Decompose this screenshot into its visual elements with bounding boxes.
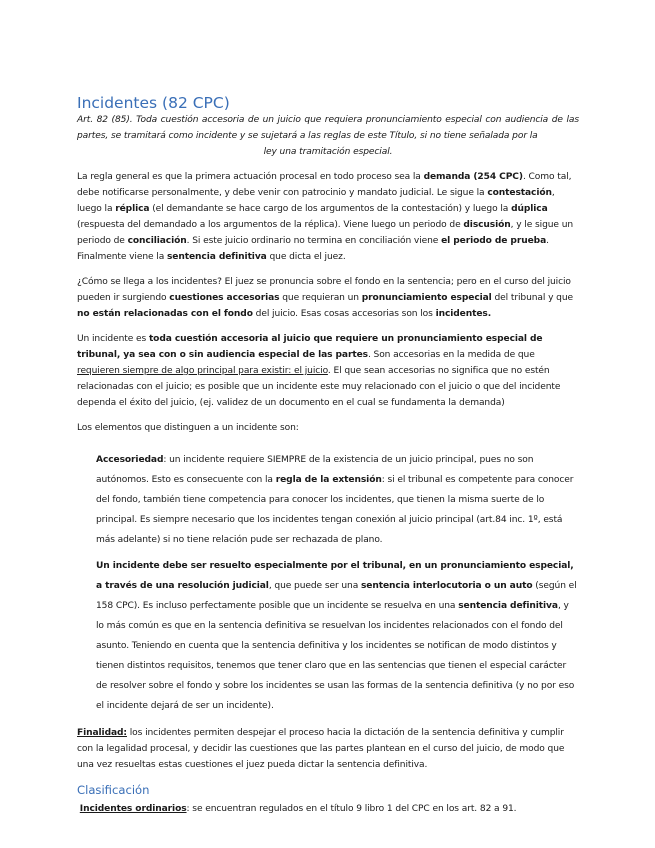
paragraph-como-se-llega: ¿Cómo se llega a los incidentes? El juez se pronuncia sobre el fondo en la sentencia; pero en el curso del juicio pueden ir surgiendo cuestiones accesorias que requieran un pronunciamiento especial del tribunal y que no están relacionadas con el fondo del juicio. Esas cosas accesorias son los incidentes.: [77, 277, 573, 319]
article-quote-last-line: ley una tramitación especial.: [263, 147, 393, 157]
section-heading-clasificacion: Clasificación: [77, 783, 150, 797]
incidentes-ordinarios-label: Incidentes ordinarios: [79, 804, 187, 814]
page-title: Incidentes (82 CPC): [77, 94, 230, 112]
paragraph-definicion-incidente: Un incidente es toda cuestión accesoria al juicio que requiere un pronunciamiento especial de tribunal, ya sea con o sin audiencia especial de las partes. Son accesorias en la medida de que requieren siempre de algo principal para existir: el juicio. El que sean accesorias no significa que no estén relacionadas con el juicio; es posible que un incidente este muy relacionado con el juicio o que del incidente dependa el éxito del juicio, (ej. validez de un documento en el cual se fundamenta la demanda): [77, 334, 561, 408]
article-quote-text: Art. 82 (85). Toda cuestión accesoria de un juicio que requiera pronunciamiento especial con audiencia de las partes, se tramitará como incidente y se sujetará a las reglas de este Título, si no tiene señalada por la: [77, 115, 579, 141]
paragraph-elementos: Los elementos que distinguen a un incidente son:: [77, 423, 299, 433]
paragraph-finalidad: Finalidad: los incidentes permiten despejar el proceso hacia la dictación de la sentencia definitiva y cumplir con la legalidad procesal, y decidir las cuestiones que las partes plantean en el curso del juicio, de modo que una vez resueltas estas cuestiones el juez pueda dictar la sentencia definitiva.: [77, 728, 565, 770]
document-body: [77, 94, 579, 826]
paragraph-regla-general: La regla general es que la primera actuación procesal en todo proceso sea la demanda (254 CPC). Como tal, debe notificarse personalmente, y debe venir con patrocinio y mandato judicial. Le sigue la contestación, luego la réplica (el demandante se hace cargo de los argumentos de la contestación) y luego la dúplica (respuesta del demandado a los argumentos de la réplica). Viene luego un periodo de discusión, y le sigue un periodo de conciliación. Si este juicio ordinario no termina en conciliación viene el periodo de prueba. Finalmente viene la sentencia definitiva que dicta el juez.: [77, 172, 574, 262]
elements-list: [77, 450, 579, 716]
list-item: Accesoriedad: un incidente requiere SIEMPRE de la existencia de un juicio principal, pues no son autónomos. Esto es consecuente con la regla de la extensión: si el tribunal es competente para conocer del fondo, también tiene competencia para conocer los incidentes, que tienen la misma suerte de lo principal. Es siempre necesario que los incidentes tengan conexión al juicio principal (art.84 inc. 1º, está más adelante) si no tiene relación pude ser rechazada de plano.: [96, 455, 574, 545]
paragraph-incidentes-ordinarios: Incidentes ordinarios: se encuentran regulados en el título 9 libro 1 del CPC en los art. 82 a 91.: [79, 804, 517, 814]
list-item: Un incidente debe ser resuelto especialmente por el tribunal, en un pronunciamiento especial, a través de una resolución judicial, que puede ser una sentencia interlocutoria o un auto (según el 158 CPC). Es incluso perfectamente posible que un incidente se resuelva en una sentencia definitiva, y lo más común es que en la sentencia definitiva se resuelvan los incidentes relacionados con el fondo del asunto. Teniendo en cuenta que la sentencia definitiva y los incidentes se notifican de modo distintos y tienen distintos requisitos, tenemos que tener claro que en las sentencias que tienen el especial carácter de resolver sobre el fondo y sobre los incidentes se usan las formas de la sentencia definitiva (y no por eso el incidente dejará de ser un incidente).: [96, 561, 577, 711]
article-quote: [77, 112, 579, 160]
finalidad-label: Finalidad:: [77, 728, 127, 738]
